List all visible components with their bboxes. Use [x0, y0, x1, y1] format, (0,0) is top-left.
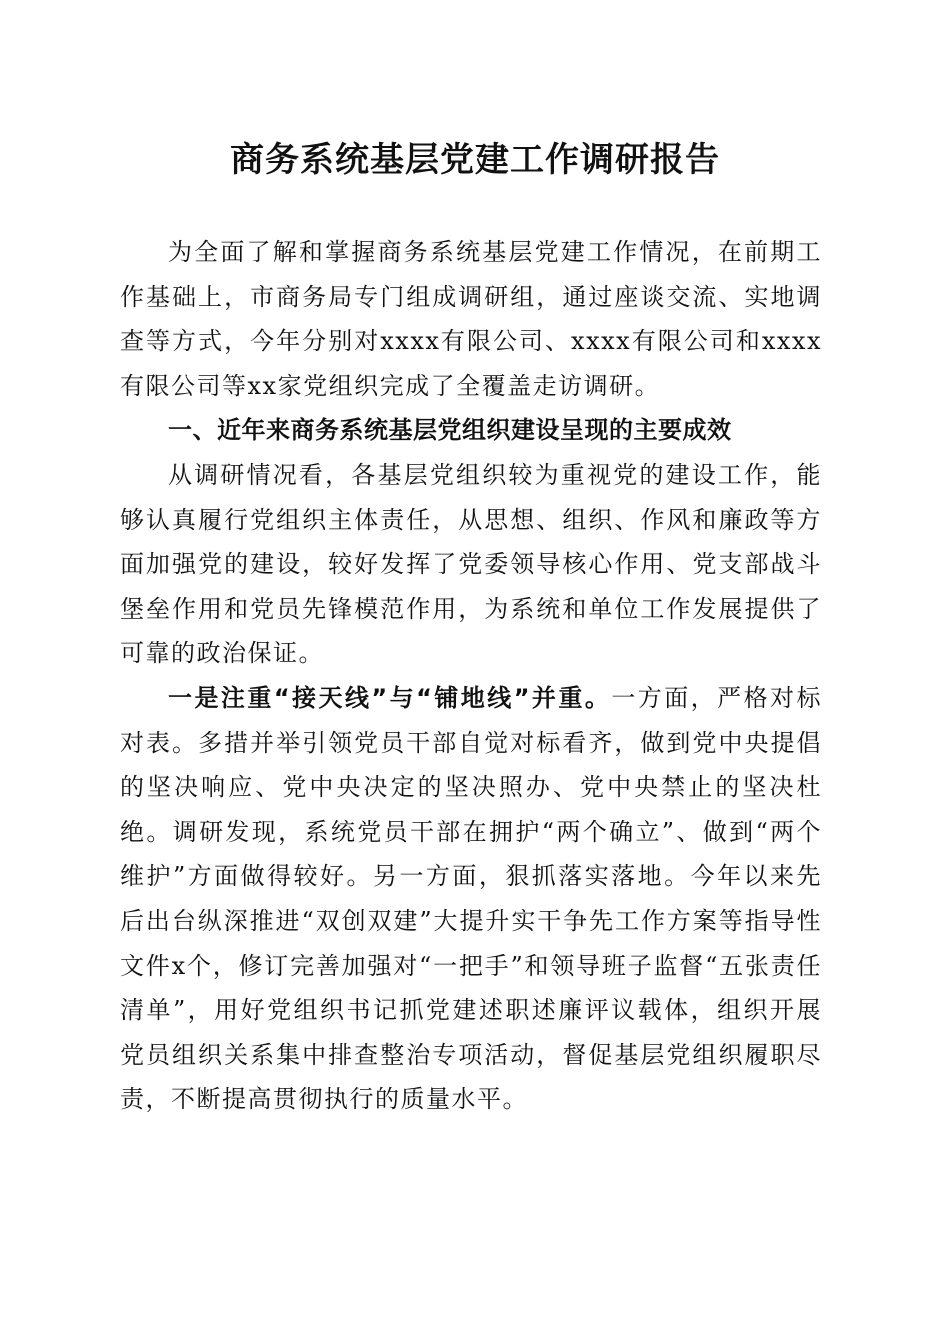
point-1-body: 一方面，严格对标对表。多措并举引领党员干部自觉对标看齐，做到党中央提倡的坚决响应、党中央决定的坚决照办、党中央禁止的坚决杜绝。调研发现，系统党员干部在拥护“两个确立”、做到“两个维护”方面做得较好。另一方面，狠抓落实落地。今年以来先后出台纵深推进“双创双建”大提升实干争先工作方案等指导性文件x个，修订完善加强对“一把手”和领导班子监督“五张责任清单”，用好党组织书记抓党建述职述廉评议载体，组织开展党员组织关系集中排查整治专项活动，督促基层党组织履职尽责，不断提高贯彻执行的质量水平。 [120, 683, 823, 1114]
section-1-summary-paragraph: 从调研情况看，各基层党组织较为重视党的建设工作，能够认真履行党组织主体责任，从思想、组织、作风和廉政等方面加强党的建设，较好发挥了党委领导核心作用、党支部战斗堡垒作用和党员先锋模范作用，为系统和单位工作发展提供了可靠的政治保证。 [120, 460, 822, 668]
point-1-lead: 一是注重“接天线”与“铺地线”并重。 [168, 683, 612, 712]
section-1-heading: 一、近年来商务系统基层党组织建设呈现的主要成效 [168, 416, 732, 445]
intro-paragraph: 为全面了解和掌握商务系统基层党建工作情况，在前期工作基础上，市商务局专门组成调研组，通过座谈交流、实地调查等方式，今年分别对xxxx有限公司、xxxx有限公司和xxxx有限公司等xx家党组织完成了全覆盖走访调研。 [120, 238, 822, 400]
document-title: 商务系统基层党建工作调研报告 [230, 140, 720, 180]
document-body [120, 230, 822, 1122]
point-1-paragraph [120, 676, 822, 1122]
